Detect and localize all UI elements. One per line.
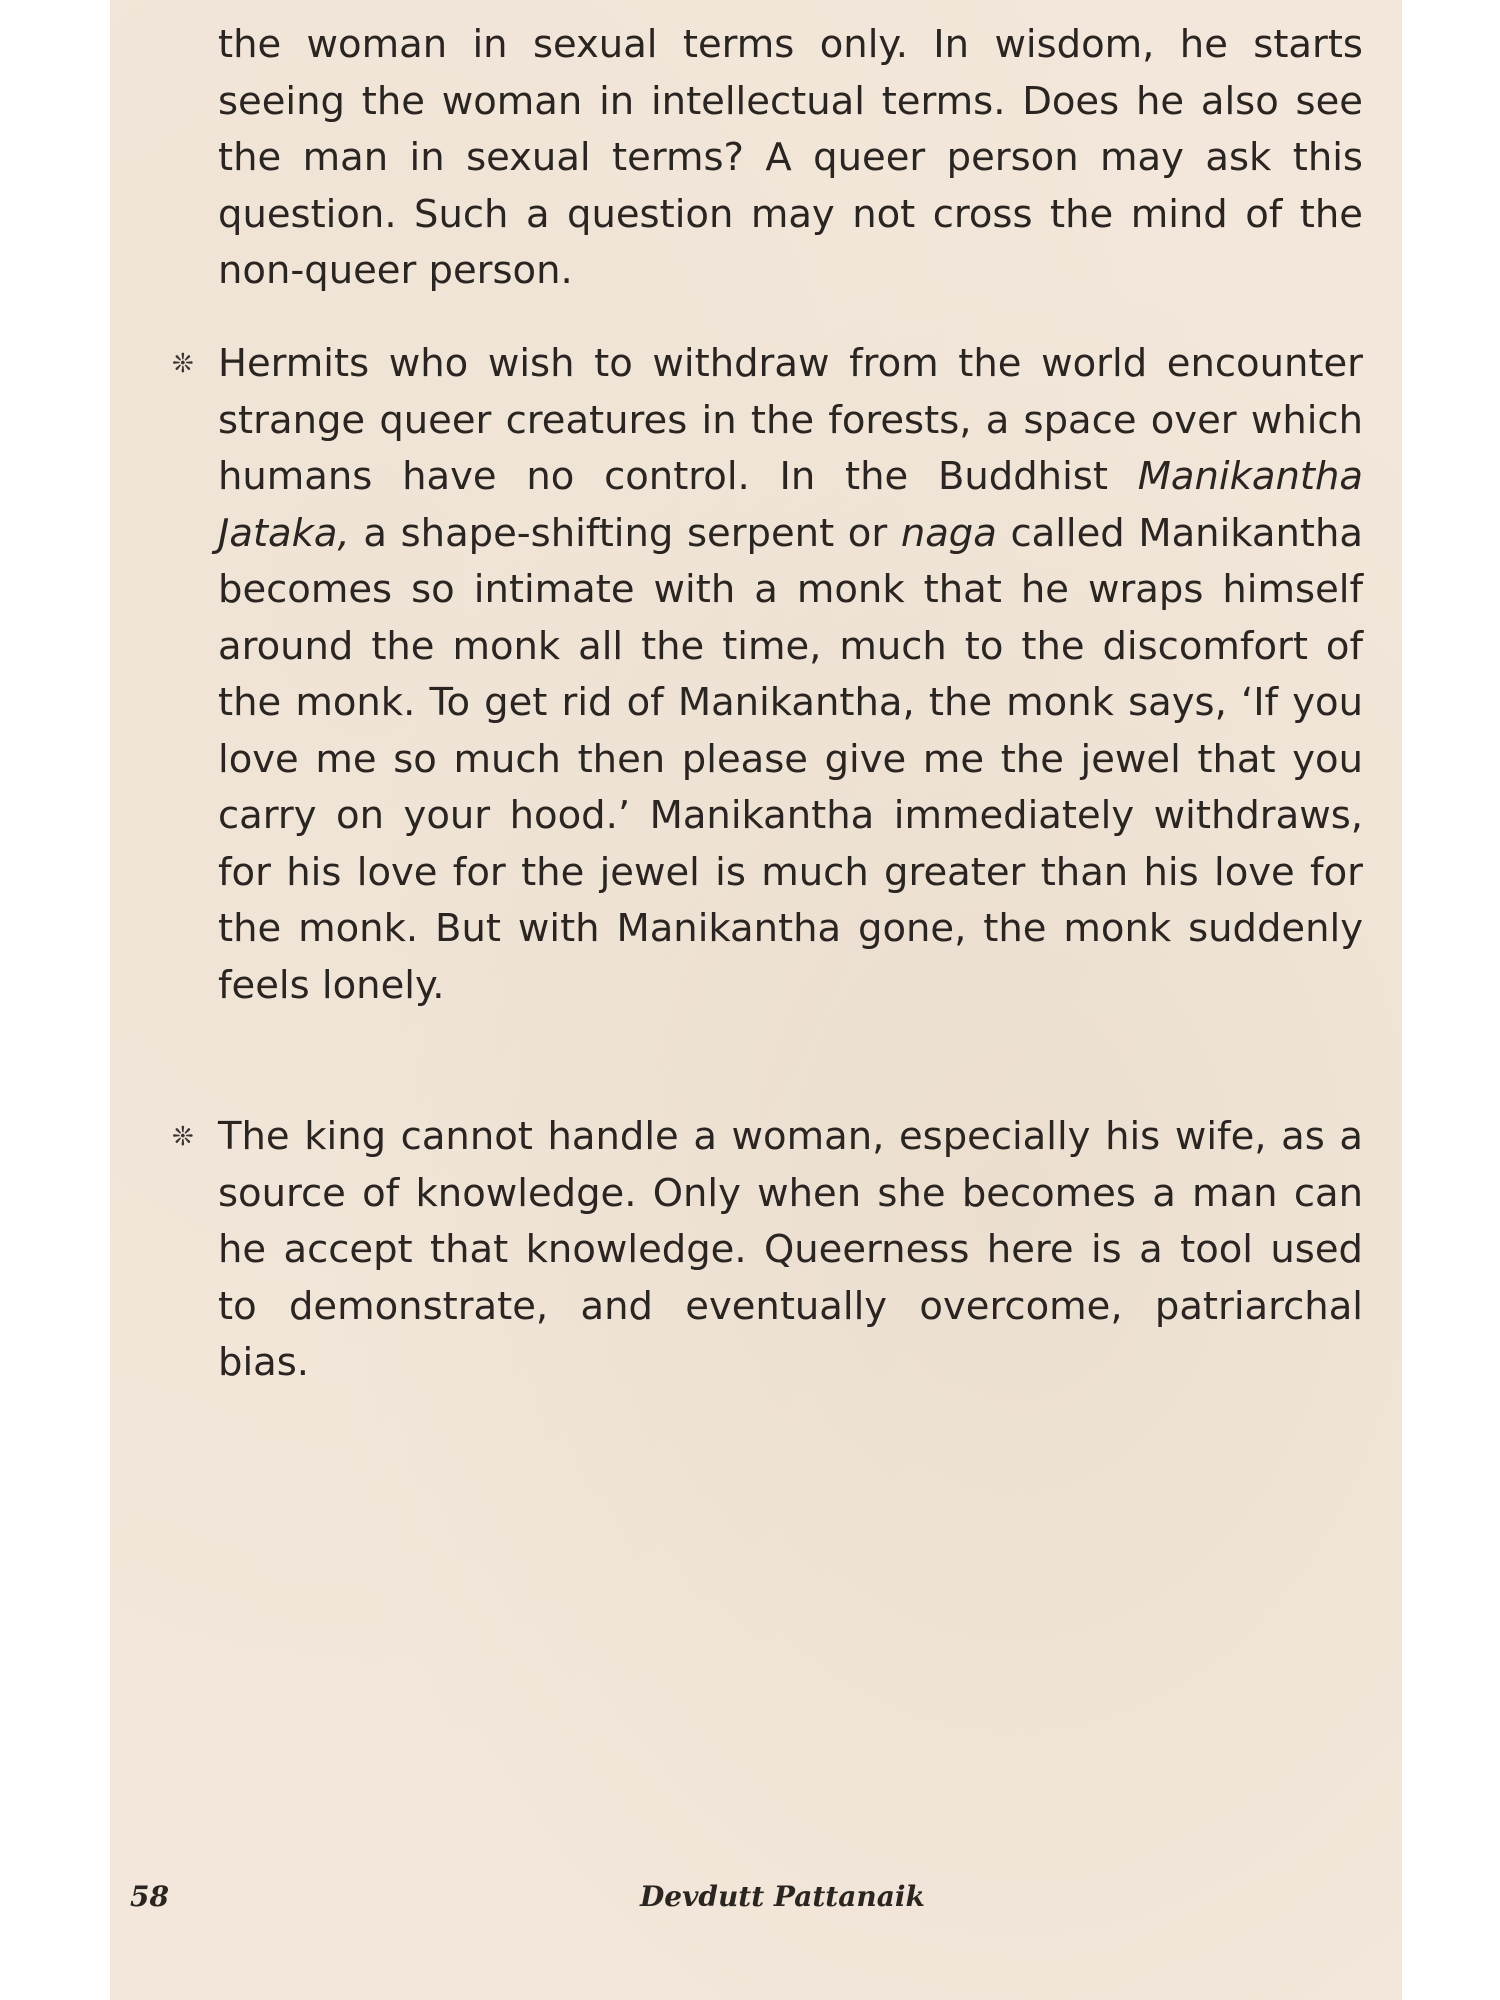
text-run: a shape-shifting serpent or <box>349 510 901 556</box>
bullet-star-icon: ❊ <box>172 1122 194 1152</box>
bullet-star-icon: ❊ <box>172 349 194 379</box>
page-number: 58 <box>130 1880 169 1913</box>
bullet-paragraph-hermits <box>172 336 1363 1014</box>
italic-term-naga: naga <box>900 510 997 556</box>
running-footer-author: Devdutt Pattanaik <box>640 1880 925 1913</box>
bullet-text <box>218 336 1363 1014</box>
text-run: Hermits who wish to withdraw from the world encounter strange queer creatures in the forests, a space over which humans have no control. In the Buddhist <box>218 341 1363 499</box>
italic-title-manikantha-jataka: Manikantha Jataka, <box>218 454 1363 556</box>
bullet-text: The king cannot handle a woman, especially his wife, as a source of knowledge. Only when she becomes a man can he accept that knowledge. Queerness here is a tool used to demonstrate, and eventually overcome, patriarchal bias. <box>218 1114 1363 1385</box>
bullet-paragraph-king <box>172 1109 1363 1392</box>
text-run: called Manikantha becomes so intimate with a monk that he wraps himself around the monk all the time, much to the discomfort of the monk. To get rid of Manikantha, the monk says, ‘If you love me so much then please give me the jewel that you carry on your hood.’ Manikantha immediately withdraws, for his love for the jewel is much greater than his love for the monk. But with Manikantha gone, the monk suddenly feels lonely. <box>218 510 1363 1008</box>
paragraph-continuation: the woman in sexual terms only. In wisdom, he starts seeing the woman in intellectual terms. Does he also see the man in sexual terms? A queer person may ask this question. Such a question may not cross the mind of the non-queer person. <box>218 22 1363 293</box>
book-page <box>110 0 1402 2000</box>
